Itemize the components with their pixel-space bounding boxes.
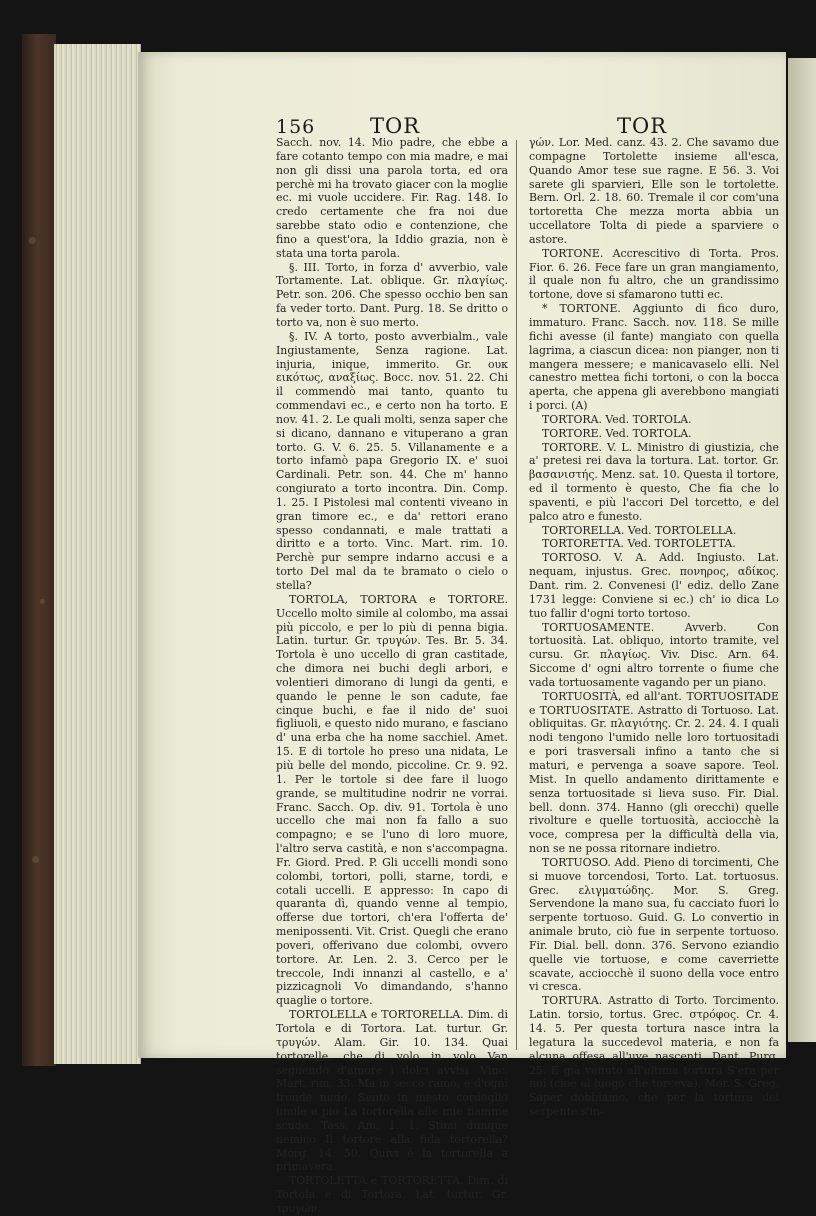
entry-paragraph: TORTOLELLA e TORTORELLA. Dim. di Tortola e di Tortora. Lat. turtur. Gr. τρυγών. Alam. Gir. 10. 134. Quai tortorelle, che di volo in volo Van seguendo d'amore i dolci avvisi. Vinc. Mart. rim. 33. Ma in secco ramo, e d'ogni fronde nudo, Sento in mesto cordoglio umile e pio La tortorella alle mie fiamme scudo. Tass. Am. 1. 1. Stimi dunque nemico Il tortore alla fida tortorella? Morg. 14. 50. Quivi è la tortorella a primavera. xyxy=(276,1008,508,1174)
entry-paragraph: TORTOLA, TORTORA e TORTORE. Uccello molto simile al colombo, ma assai più piccolo, e per lo più di penna bigia. Latin. turtur. Gr. τρυγών. Tes. Br. 5. 34. Tortola è uno uccello di gran castitade, che dimora nei buchi degli arbori, e volentieri dimorano di lungi da genti, e quando le penne le son cadute, fae cinque buchi, e fae il nido de' suoi figliuoli, e questo nido murano, e fasciano d' una erba che ha nome sacchiel. Amet. 15. E di tortole ho preso una nidata, Le più belle del mondo, piccoline. Cr. 9. 92. 1. Per le tortole si dee fare il luogo grande, se multitudine nodrir ne vorrai. Franc. Sacch. Op. div. 91. Tortola è uno uccello che mai non fa fallo a suo compagno; e se l'uno di loro muore, l'altro serva castità, e non s'accompagna. Fr. Giord. Pred. P. Gli uccelli mondi sono colombi, tortori, polli, starne, tordi, e cotali uccelli. E appresso: In capo di quaranta dì, quando venne al tempio, offerse due tortori, ch'era l'offerta de' menipossenti. Vit. Crist. Quegli che erano poveri, offerivano due colombi, ovvero tortore. Ar. Len. 2. 3. Cerco per le treccole, Indi innanzi al castello, e a' pizzicagnoli Vo dimandando, s'hanno quaglie o tortore. xyxy=(276,592,508,1008)
cover-marbling xyxy=(22,34,56,1066)
right-text-column xyxy=(529,136,779,1119)
entry-paragraph: Sacch. nov. 14. Mio padre, che ebbe a fare cotanto tempo con mia madre, e mai non gli dissi una parola torta, ed ora perchè mi ha trovato giacer con la moglie ec. mi vuole uccidere. Fir. Rag. 148. Io credo certamente che fra noi due sarebbe stato odio e contenzione, che fino a quest'ora, la Iddio grazia, non è stata una torta parola. xyxy=(276,136,508,260)
entry-paragraph: TORTORETTA. Ved. TORTOLETTA. xyxy=(542,537,736,551)
book-cover-edge xyxy=(22,34,56,1066)
entry-paragraph: TORTURA. Astratto di Torto. Torcimento. Latin. torsio, tortus. Grec. στρόφος. Cr. 4. 14. 5. Per questa tortura nasce intra la legatura la succedevol materia, e non fa alcuna offesa all'uve nascenti. Dant. Purg. 25. E già venuto all'ultima tortura S'era per noi (cioè al luogo che torceva). Mor. S. Greg. Saper dobbiamo, che per la tortura del serpente s'in- xyxy=(529,994,779,1119)
entry-paragraph: γών. Lor. Med. canz. 43. 2. Che savamo due compagne Tortolette insieme all'esca, Quando Amor tese sue ragne. E 56. 3. Voi sarete gli sparvieri, Elle son le tortolette. Bern. Orl. 2. 18. 60. Tremale il cor com'una tortoretta Che mezza morta abbia un uccellatore Tolta di piede a sparviere o astore. xyxy=(529,136,779,246)
entry-paragraph: TORTOLETTA e TORTORETTA. Dim. di Tortola e di Tortora. Lat. turtur. Gr. τρυγών. xyxy=(276,1174,508,1215)
entry-paragraph: §. III. Torto, in forza d' avverbio, vale Tortamente. Lat. oblique. Gr. πλαγίως. Petr. son. 206. Che spesso occhio ben san fa veder torto. Dant. Purg. 18. Se dritto o torto va, non è suo merto. xyxy=(276,260,508,329)
entry-paragraph: TORTONE. Accrescitivo di Torta. Pros. Fior. 6. 26. Fece fare un gran mangiamento, il quale non fu altro, che un grandissimo tortone, dove si sfamarono tutti ec. xyxy=(529,246,779,302)
entry-paragraph: TORTORE. Ved. TORTOLA. xyxy=(542,426,692,440)
entry-paragraph: TORTORA. Ved. TORTOLA. xyxy=(542,412,692,426)
entry-paragraph: TORTUOSITÀ, ed all'ant. TORTUOSITADE e TORTUOSITATE. Astratto di Tortuoso. Lat. obliquitas. Gr. πλαγιότης. Cr. 2. 24. 4. I quali nodi tengono l'umido nelle loro tortuositadi e pori trasversali infino a tanto che si maturi, e pervenga a soave sapore. Teol. Mist. In quello andamento dirittamente e senza tortuositade si lieva suso. Fir. Dial. bell. donn. 374. Hanno (gli orecchi) quelle rivolture e quelle tortuosità, acciocchè la voce, compresa per la difficultà della via, non se ne possa ritornare indietro. xyxy=(529,689,779,856)
page-number: 156 xyxy=(276,116,316,138)
entry-paragraph: TORTORELLA. Ved. TORTOLELLA. xyxy=(542,523,737,537)
entry-paragraph: TORTUOSAMENTE. Avverb. Con tortuosità. Lat. obliquo, intorto tramite, vel cursu. Gr. πλαγίως. Viv. Disc. Arn. 64. Siccome d' ogni altro torrente o fiume che vada tortuosamente vagando per un piano. xyxy=(529,620,779,689)
column-divider xyxy=(516,140,517,1050)
facing-page-edge xyxy=(788,58,816,1042)
entry-paragraph: * TORTONE. Aggiunto di fico duro, immaturo. Franc. Sacch. nov. 118. Se mille fichi avesse (il fante) mangiato con quella lagrima, a ciascun dicea: non pianger, non ti mangera messere; e manicavaselo elli. Nel canestro mettea fichi tortoni, o con la bocca aperta, che appena gli averebbono mangiati i porci. (A) xyxy=(529,302,779,413)
page-stack-edges xyxy=(54,44,141,1064)
entry-paragraph: TORTUOSO. Add. Pieno di torcimenti, Che si muove torcendosi, Torto. Lat. tortuosus. Grec. ελιγματώδης. Mor. S. Greg. Servendone la mano sua, fu cacciato fuori lo serpente tortuoso. Guid. G. Lo convertio in animale bruto, ciò fue in serpente tortuoso. Fir. Dial. bell. donn. 376. Servono eziandio quelle vie tortuose, e come caverriette scavate, acciocchè il suono della voce entro vi cresca. xyxy=(529,855,779,994)
entry-paragraph: TORTOSO. V. A. Add. Ingiusto. Lat. nequam, injustus. Grec. πονηρος, αδίκος. Dant. rim. 2. Convenesi (l' ediz. dello Zane 1731 legge: Conviene si ec.) ch' io dica Lo tuo fallir d'ogni torto tortoso. xyxy=(529,551,779,620)
left-text-column xyxy=(276,136,508,1215)
entry-paragraph: §. IV. A torto, posto avverbialm., vale Ingiustamente, Senza ragione. Lat. injuria, inique, immerito. Gr. ουκ εικότως, αναξίως. Bocc. nov. 51. 22. Chi il commendò mai tanto, quanto tu commendavi ec., e certo non ha torto. E nov. 41. 2. Le quali molti, senza saper che si dicano, dannano e vituperano a gran torto. G. V. 6. 25. 5. Villanamente e a torto infamò papa Gregorio IX. e' suoi Cardinali. Petr. son. 44. Che m' hanno congiurato a torto incontra. Din. Comp. 1. 25. I Pistolesi mal contenti viveano in gran timore ec., e da' rettori erano spesso condannati, e male trattati a diritto e a torto. Vinc. Mart. rim. 10. Perchè pur sempre indarno accusi e a torto Del mal da te bramato o cielo o stella? xyxy=(276,329,508,592)
right-running-headword: TOR xyxy=(617,114,668,138)
left-running-headword: TOR xyxy=(370,114,421,138)
entry-paragraph: TORTORE. V. L. Ministro di giustizia, che a' pretesi rei dava la tortura. Lat. tortor. Gr. βασανιστής. Menz. sat. 10. Questa il tortore, ed il tormento è questo, Che fia che lo spaventi, e più l'accori Del torcetto, e del palco atro e funesto. xyxy=(529,440,779,523)
